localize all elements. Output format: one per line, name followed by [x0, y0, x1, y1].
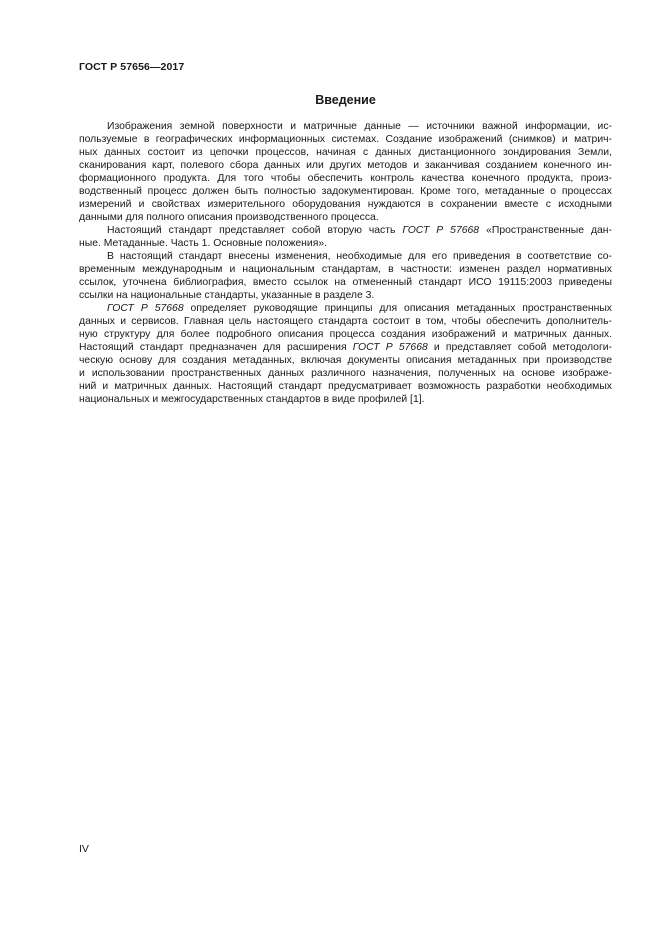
- text-line: ссылок, уточнена библиография, вместо ссылок на отмененный стандарт ИСО 19115:2003 приведены: [79, 277, 612, 288]
- standard-reference: ГОСТ Р 57668: [352, 342, 428, 353]
- text-line: ссылки на национальные стандарты, указанные в разделе 3.: [79, 290, 375, 301]
- text-line: ческую основу для создания метаданных, включая документы описания метаданных при производстве: [79, 355, 612, 366]
- text-line: ную структуру для более подробного описания процесса создания изображений и матричных данных.: [79, 329, 612, 340]
- text-line: В настоящий стандарт внесены изменения, необходимые для его приведения в соответствие со-: [107, 251, 612, 262]
- text-segment: «Пространственные дан-: [479, 225, 613, 236]
- text-line: данных и сервисов. Главная цель настоящего стандарта состоит в том, чтобы обеспечить дополнитель-: [79, 316, 612, 327]
- introduction-body: [79, 120, 612, 406]
- paragraph-3: [79, 250, 612, 302]
- text-line: ные. Метаданные. Часть 1. Основные положения».: [79, 238, 328, 249]
- text-line: Изображения земной поверхности и матричные данные — источники важной информации, ис-: [107, 121, 612, 132]
- text-line: [79, 302, 612, 315]
- page-number: IV: [79, 843, 89, 855]
- text-line: формационного продукта. Для того чтобы обеспечить контроль качества конечного продукта, произ-: [79, 173, 612, 184]
- text-line: национальных и межгосударственных стандартов в виде профилей [1].: [79, 394, 425, 405]
- text-segment: и представляет собой методологи-: [427, 342, 612, 353]
- text-line: и использовании пространственных данных различного назначения, полученных на основе изображе-: [79, 368, 612, 379]
- text-line: ний и матричных данных. Настоящий стандарт предусматривает возможность разработки необходимых: [79, 381, 612, 392]
- text-line: измерений и свойствах измерительного оборудования нуждаются в сохранении вместе с исходными: [79, 199, 612, 210]
- paragraph-2: [79, 224, 612, 250]
- text-segment: Настоящий стандарт представляет собой вторую часть: [107, 225, 403, 236]
- section-title: Введение: [315, 93, 376, 107]
- text-line: пользуемые в географических информационных системах. Создание изображений (снимков) и матрич-: [79, 134, 612, 145]
- paragraph-1: [79, 120, 612, 224]
- paragraph-4: [79, 302, 612, 406]
- text-line: [79, 341, 612, 354]
- text-segment: определяет руководящие принципы для описания метаданных пространственных: [183, 303, 612, 314]
- document-code-header: ГОСТ Р 57656—2017: [79, 61, 185, 73]
- text-line: ных данных состоит из цепочки процессов, начиная с данных дистанционного зондирования Земли,: [79, 147, 612, 158]
- text-line: [79, 224, 612, 237]
- text-line: данными для полного описания производственного процесса.: [79, 212, 379, 223]
- text-line: временным международным и национальным стандартам, в частности: изменен раздел нормативных: [79, 264, 612, 275]
- standard-reference: ГОСТ Р 57668: [107, 303, 184, 314]
- text-line: сканирования карт, полевого сбора данных или других методов и заканчивая созданием конечного ин-: [79, 160, 612, 171]
- text-line: водственный процесс должен быть полностью задокументирован. Кроме того, метаданные о процессах: [79, 186, 612, 197]
- text-segment: Настоящий стандарт предназначен для расширения: [79, 342, 353, 353]
- standard-reference: ГОСТ Р 57668: [402, 225, 480, 236]
